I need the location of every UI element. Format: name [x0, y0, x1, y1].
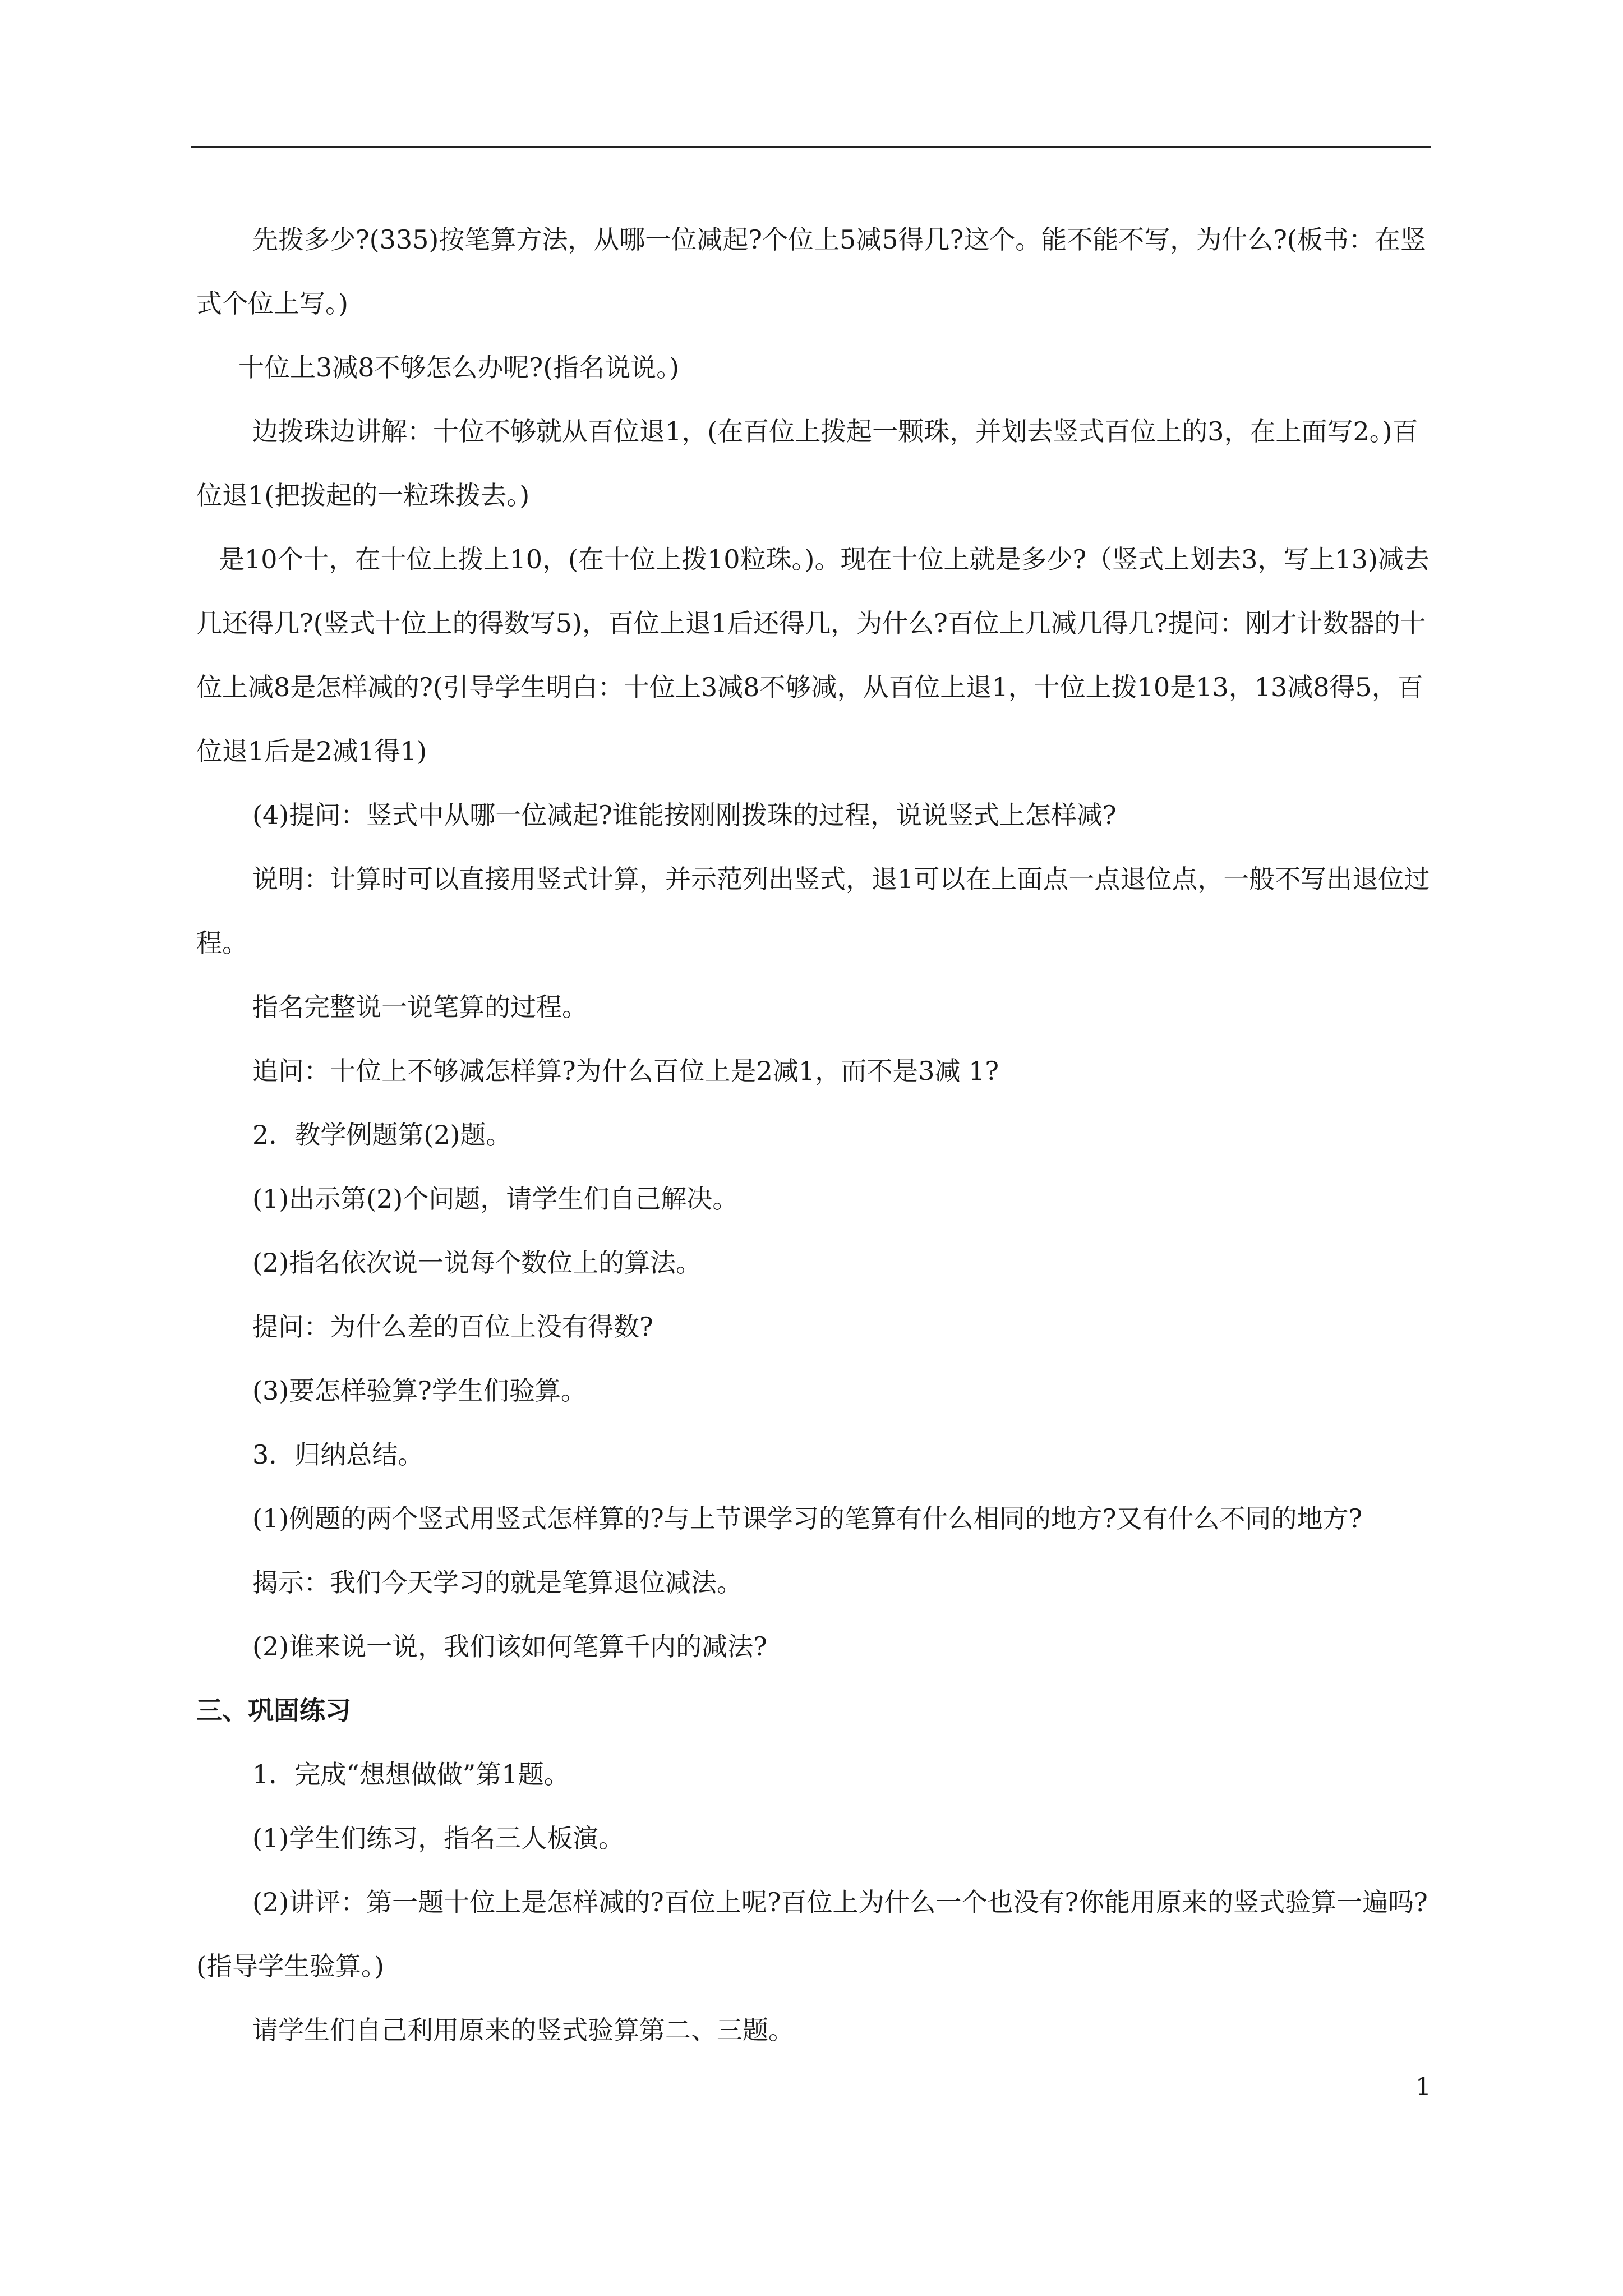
paragraph: 指名完整说一说笔算的过程。	[252, 992, 588, 1022]
header-rule	[191, 146, 1431, 148]
paragraph: (1)例题的两个竖式用竖式怎样算的?与上节课学习的笔算有什么相同的地方?又有什么不同的地方?	[252, 1503, 1363, 1534]
paragraph: (4)提问：竖式中从哪一位减起?谁能按刚刚拨珠的过程，说说竖式上怎样减?	[252, 800, 1117, 830]
paragraph: (1)出示第(2)个问题，请学生们自己解决。	[252, 1184, 739, 1214]
paragraph: 请学生们自己利用原来的竖式验算第二、三题。	[252, 2015, 794, 2045]
document-body	[196, 208, 1430, 2062]
paragraph: (2)讲评：第一题十位上是怎样减的?百位上呢?百位上为什么一个也没有?你能用原来的竖式验算一遍吗?(指导学生验算。)	[196, 1887, 1428, 1981]
paragraph: (2)指名依次说一说每个数位上的算法。	[252, 1248, 702, 1278]
paragraph: 1．完成“想想做做”第1题。	[252, 1759, 570, 1789]
paragraph: (2)谁来说一说，我们该如何笔算千内的减法?	[252, 1631, 767, 1662]
paragraph: 揭示：我们今天学习的就是笔算退位减法。	[252, 1567, 743, 1598]
section-heading: 三、巩固练习	[196, 1695, 351, 1726]
paragraph: 先拨多少?(335)按笔算方法，从哪一位减起?个位上5减5得几?这个。能不能不写，为什么?(板书：在竖式个位上写。)	[196, 224, 1426, 319]
paragraph: 说明：计算时可以直接用竖式计算，并示范列出竖式，退1可以在上面点一点退位点，一般不写出退位过程。	[196, 864, 1430, 958]
paragraph: 2．教学例题第(2)题。	[252, 1120, 512, 1150]
paragraph: 边拨珠边讲解：十位不够就从百位退1，(在百位上拨起一颗珠，并划去竖式百位上的3，在上面写2。)百位退1(把拨起的一粒珠拨去。)	[196, 416, 1418, 510]
paragraph: (3)要怎样验算?学生们验算。	[252, 1375, 587, 1406]
paragraph: 十位上3减8不够怎么办呢?(指名说说。)	[238, 352, 680, 383]
paragraph: 3．归纳总结。	[252, 1439, 424, 1470]
page-number: 1	[1415, 2073, 1431, 2101]
paragraph: 追问：十位上不够减怎样算?为什么百位上是2减1，而不是3减 1?	[252, 1056, 999, 1086]
paragraph: (1)学生们练习，指名三人板演。	[252, 1823, 625, 1853]
paragraph: 提问：为什么差的百位上没有得数?	[252, 1312, 653, 1342]
paragraph: 是10个十，在十位上拨上10，(在十位上拨10粒珠。)。现在十位上就是多少?（竖式上划去3，写上13)减去几还得几?(竖式十位上的得数写5)，百位上退1后还得几，为什么?百位上几减几得几?提问：刚才计数器的十位上减8是怎样减的?(引导学生明白：十位上3减8不够减，从百位上退1，十位上拨10是13，13减8得5，百位退1后是2减1得1)	[196, 544, 1430, 766]
